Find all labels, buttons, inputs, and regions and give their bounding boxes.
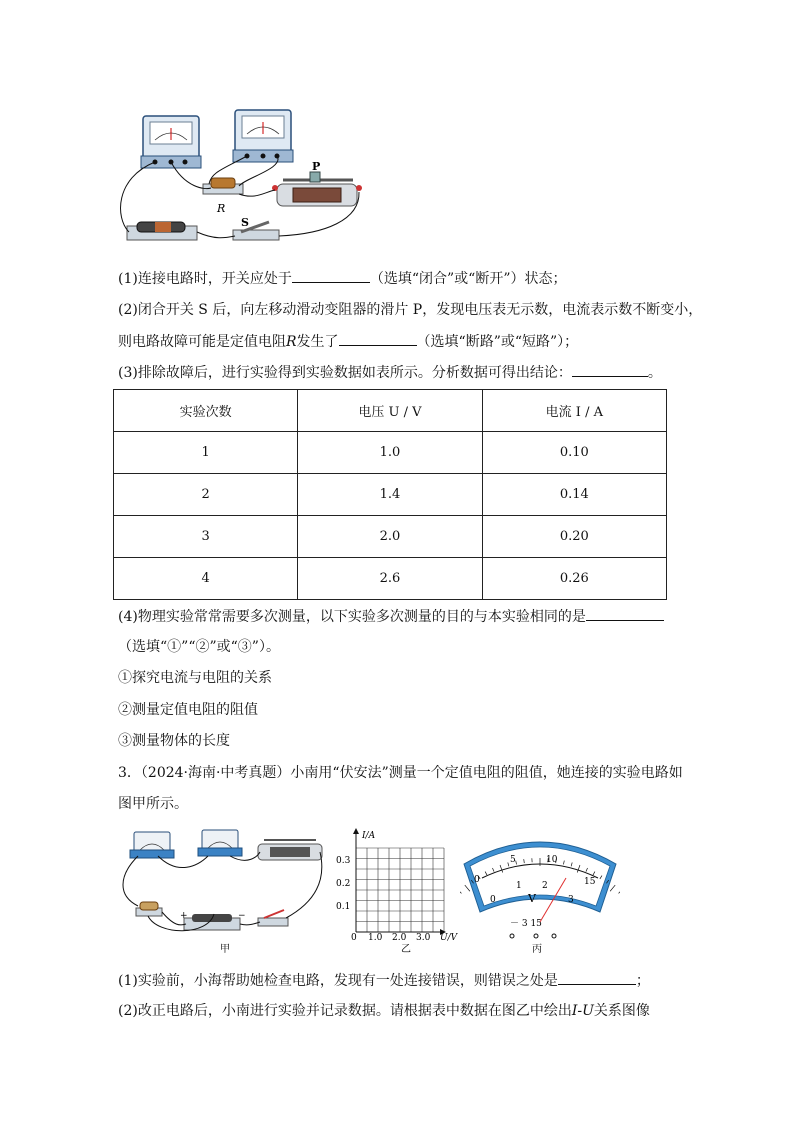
answer-blank-4[interactable]: [586, 606, 664, 621]
table-cell: 4: [114, 558, 298, 600]
voltmeter-dial: [460, 826, 620, 956]
table-cell: 1.4: [298, 474, 482, 516]
label-bing: 丙: [532, 944, 542, 955]
table-cell: 2.6: [298, 558, 482, 600]
q3-intro-line2: 图甲所示。: [118, 796, 188, 812]
table-row: [114, 474, 667, 516]
graph-ylabel: I/A: [362, 831, 376, 841]
label-S: S: [241, 216, 249, 229]
answer-blank-3[interactable]: [572, 362, 648, 377]
label-R: R: [217, 202, 226, 215]
answer-blank-5[interactable]: [558, 970, 636, 985]
table-row: [114, 558, 667, 600]
table-cell: 1.0: [298, 432, 482, 474]
table-header: 电压 U / V: [298, 390, 482, 432]
dial-top-5: 5: [510, 855, 516, 865]
table-cell: 0.20: [482, 516, 666, 558]
dial-unit: V: [528, 892, 536, 905]
dial-bottom-3: 3: [568, 895, 574, 905]
table-row: [114, 516, 667, 558]
option-2: ②测量定值电阻的阻值: [118, 702, 258, 718]
circuit-figure-jia: [118, 826, 333, 956]
table-header-row: [114, 390, 667, 432]
iu-graph: [336, 826, 466, 956]
table-header: 实验次数: [114, 390, 298, 432]
label-yi: 乙: [401, 944, 411, 955]
x-tick: 0: [351, 933, 357, 943]
table-row: [114, 432, 667, 474]
table-cell: 2.0: [298, 516, 482, 558]
dial-bottom-1: 1: [516, 881, 522, 891]
q3-intro-line1: 3．（2024·海南·中考真题）小南用“伏安法”测量一个定值电阻的阻值，她连接的实验电路如: [118, 765, 683, 781]
q2-part2-line2: 则电路故障可能是定值电阻R发生了 （选填“断路”或“短路”）；: [118, 331, 578, 352]
dial-bottom-2: 2: [542, 881, 548, 891]
dial-top-0: 0: [474, 875, 480, 885]
table-cell: 0.14: [482, 474, 666, 516]
table-cell: 0.10: [482, 432, 666, 474]
q3-part2: (2)改正电路后，小南进行实验并记录数据。请根据表中数据在图乙中绘出I-U关系图像: [118, 1003, 650, 1019]
table-cell: 3: [114, 516, 298, 558]
q2-part4-line2: （选填“①”“②”或“③”）。: [118, 639, 280, 655]
graph-grid: [356, 848, 444, 932]
dial-top-15: 15: [584, 877, 596, 887]
x-tick: 1.0: [368, 933, 383, 943]
graph-xlabel: U/V: [440, 933, 458, 943]
dial-bottom-0: 0: [490, 895, 496, 905]
label-P: P: [312, 160, 321, 173]
q2-part4-line1: (4)物理实验常常需要多次测量，以下实验多次测量的目的与本实验相同的是: [118, 606, 664, 627]
table-header: 电流 I / A: [482, 390, 666, 432]
x-tick: 2.0: [392, 933, 407, 943]
data-table: [113, 389, 667, 600]
answer-blank-1[interactable]: [292, 268, 370, 283]
q2-part1: (1)连接电路时，开关应处于 （选填“闭合”或“断开”）状态；: [118, 268, 566, 289]
x-tick: 3.0: [416, 933, 431, 943]
dial-terminals: － 3 15: [510, 919, 542, 929]
dial-tick: [460, 890, 461, 893]
battery-minus: −: [238, 911, 246, 921]
dial-top-10: 10: [546, 855, 558, 865]
battery-plus: +: [180, 911, 188, 921]
dial-tick: [610, 885, 615, 891]
table-cell: 1: [114, 432, 298, 474]
answer-blank-2[interactable]: [339, 331, 417, 346]
q3-part1: (1)实验前，小海帮助她检查电路，发现有一处连接错误，则错误之处是 ；: [118, 970, 650, 991]
table-cell: 0.26: [482, 558, 666, 600]
label-jia: 甲: [220, 944, 230, 955]
q2-part3: (3)排除故障后，进行实验得到实验数据如表所示。分析数据可得出结论： 。: [118, 362, 662, 383]
circuit-figure-top: [115, 108, 365, 248]
y-tick: 0.1: [336, 902, 351, 912]
table-cell: 2: [114, 474, 298, 516]
dial-tick: [619, 890, 620, 893]
q2-part2-line1: (2)闭合开关 S 后，向左移动滑动变阻器的滑片 P，发现电压表无示数，电流表示数不断变小，: [118, 302, 703, 318]
y-tick: 0.2: [336, 879, 351, 889]
dial-tick: [465, 885, 470, 891]
option-1: ①探究电流与电阻的关系: [118, 670, 272, 686]
y-tick: 0.3: [336, 856, 351, 866]
option-3: ③测量物体的长度: [118, 733, 230, 749]
